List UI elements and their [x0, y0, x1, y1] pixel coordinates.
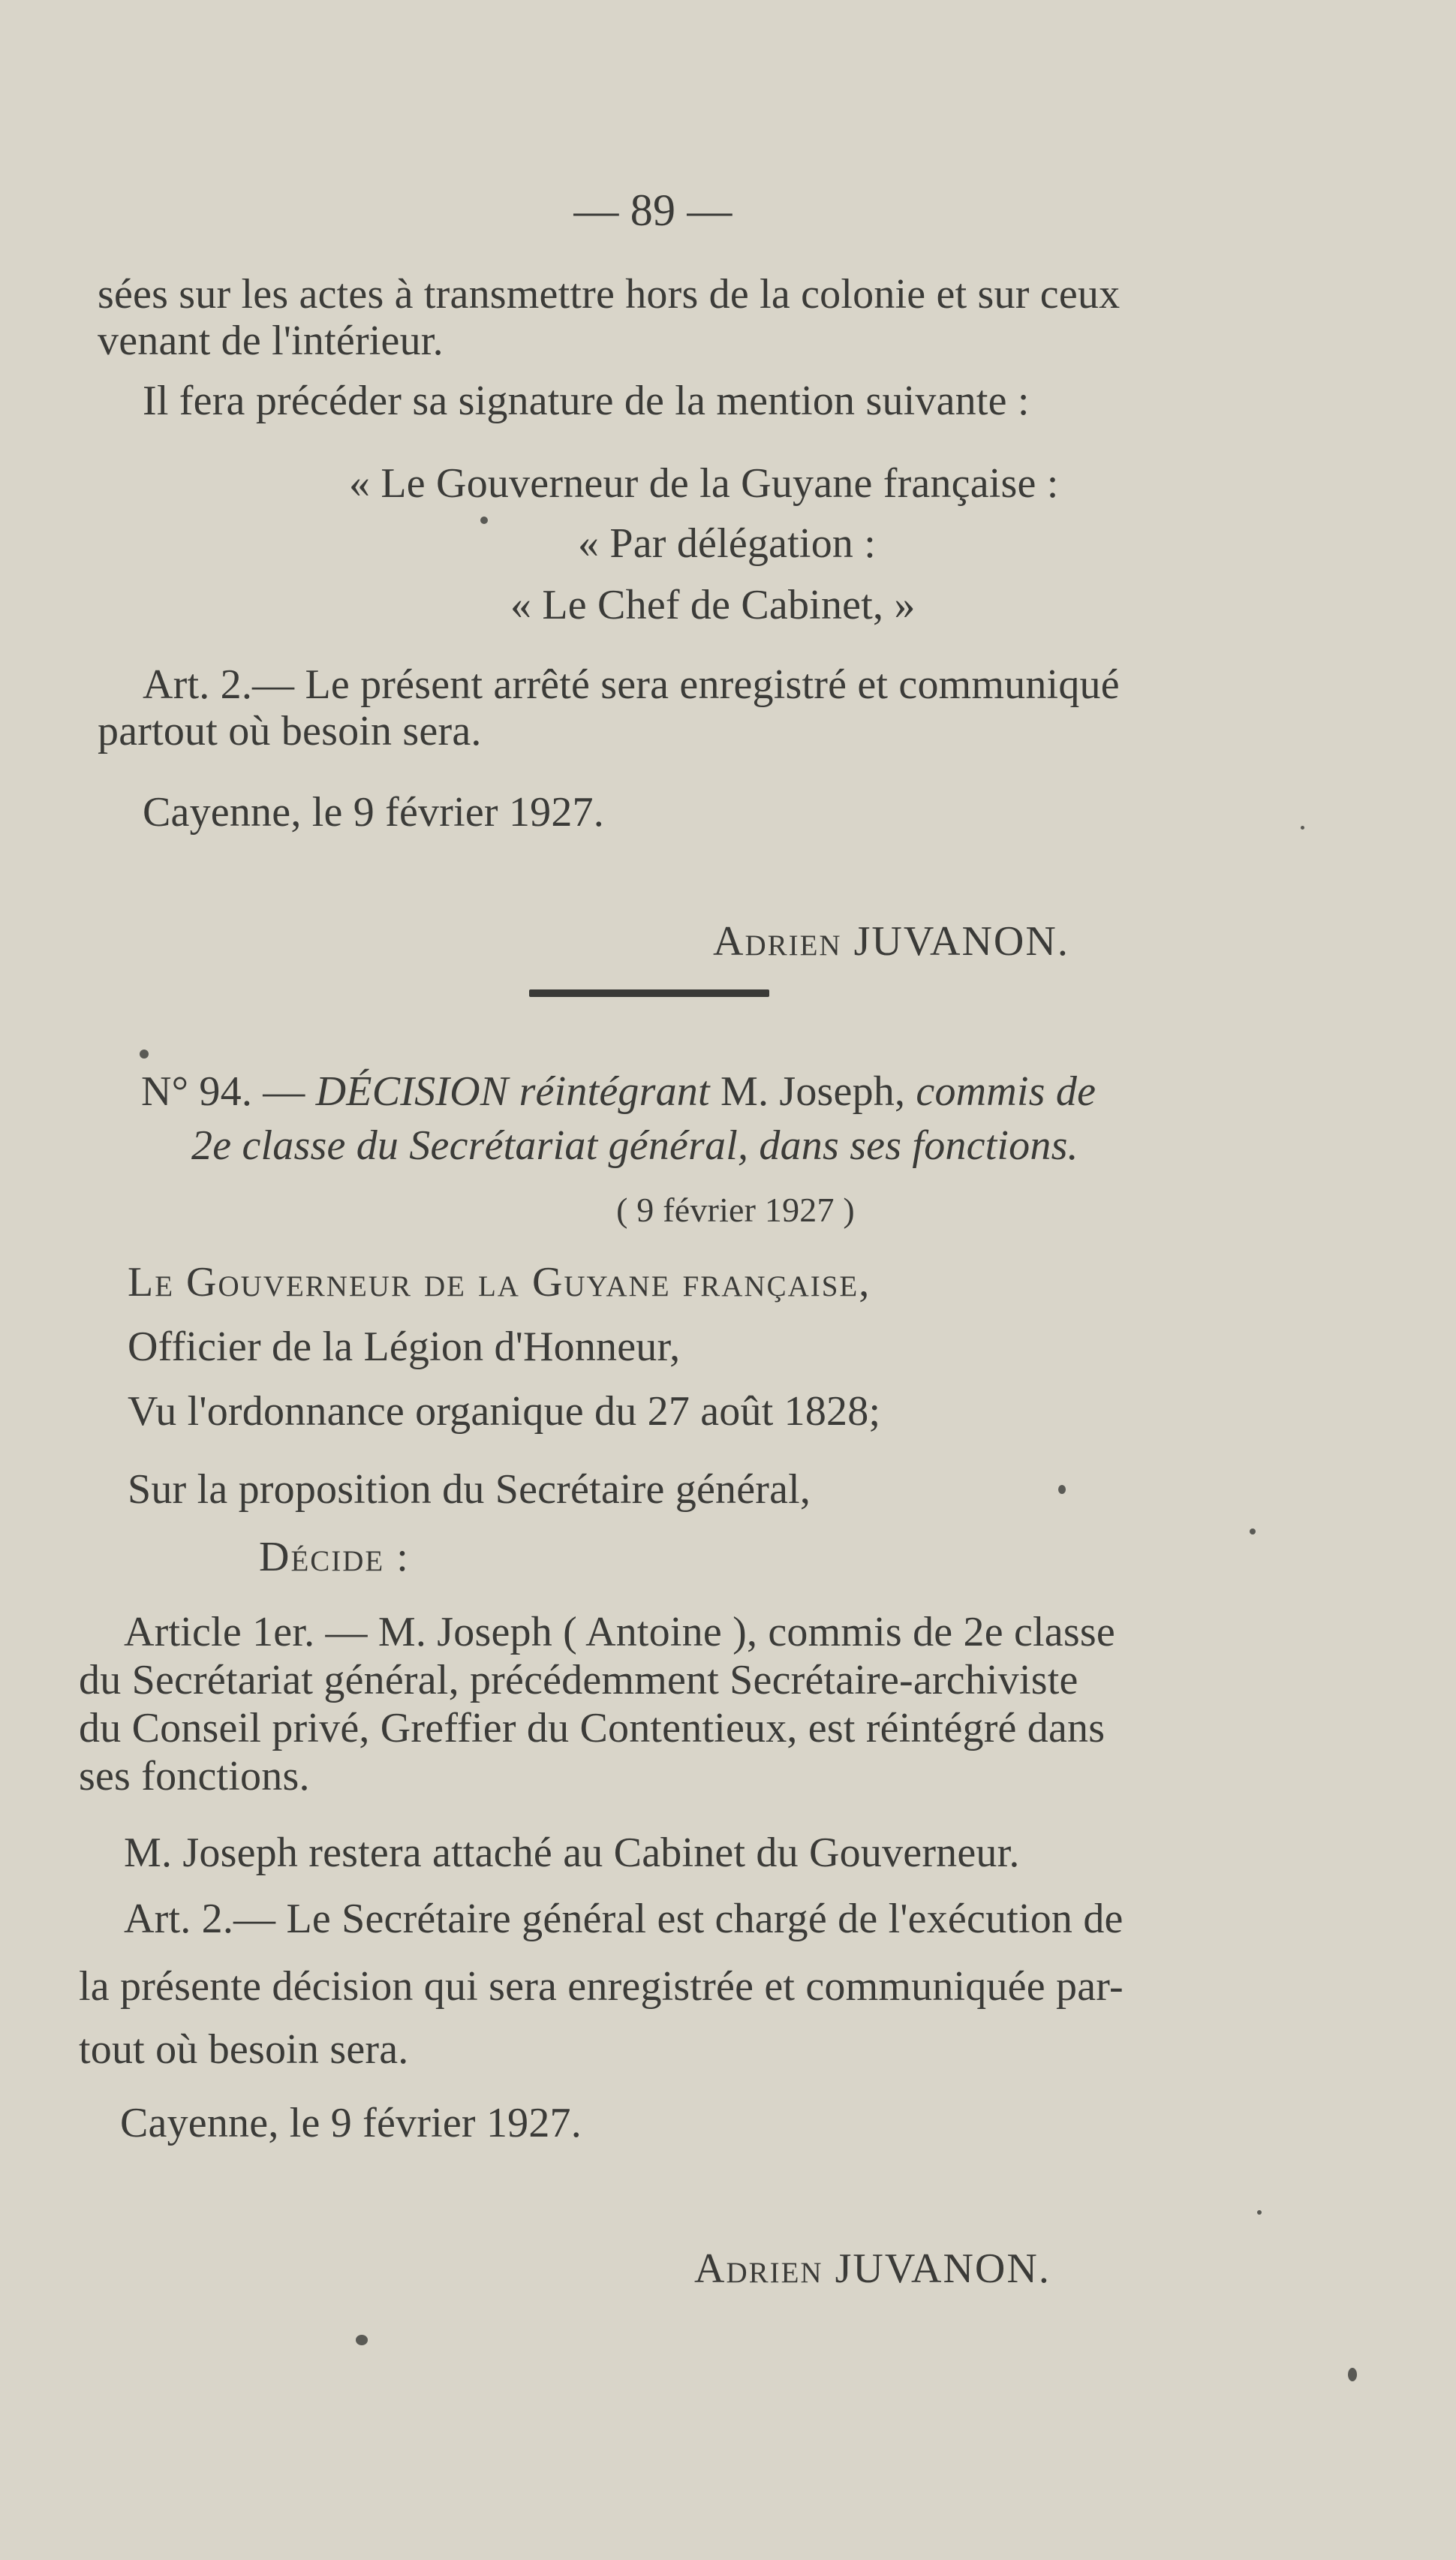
- heading-dash: —: [263, 1068, 305, 1115]
- page-number: — 89 —: [573, 185, 733, 235]
- article-line: du Conseil privé, Greffier du Contentieux, est réintégré dans: [79, 1705, 1106, 1751]
- article-line: partout où besoin sera.: [98, 708, 482, 754]
- article-line: du Secrétariat général, précédemment Secrétaire-archiviste: [79, 1657, 1078, 1703]
- decision-date: ( 9 février 1927 ): [616, 1191, 855, 1229]
- mention-line: « Le Gouverneur de la Guyane française :: [349, 460, 1059, 507]
- ink-speck: [1250, 1528, 1256, 1534]
- article-line: ses fonctions.: [79, 1753, 310, 1800]
- article-line: Art. 2.— Le présent arrêté sera enregistré et communiqué: [143, 661, 1120, 708]
- body-line: sées sur les actes à transmettre hors de la colonie et sur ceux: [98, 271, 1121, 318]
- decision-heading: [141, 1068, 1096, 1116]
- signature: Adrien JUVANON.: [713, 918, 1069, 965]
- ink-speck: [1301, 826, 1304, 830]
- decide-line: Décide :: [259, 1534, 410, 1580]
- sur-line: Sur la proposition du Secrétaire général,: [128, 1466, 811, 1513]
- decision-title: DÉCISION: [315, 1068, 509, 1115]
- decision-person: M. Joseph,: [720, 1068, 906, 1115]
- decision-number: N° 94.: [141, 1068, 253, 1115]
- ink-speck: [480, 517, 488, 524]
- place-date: Cayenne, le 9 février 1927.: [143, 789, 604, 836]
- article-line: tout où besoin sera.: [79, 2026, 409, 2073]
- ink-speck: [1257, 2210, 1262, 2215]
- rank-line: Officier de la Légion d'Honneur,: [128, 1324, 681, 1370]
- mention-line: « Le Chef de Cabinet, »: [510, 582, 916, 628]
- ink-speck: [1348, 2368, 1357, 2381]
- decision-heading-line2: 2e classe du Secrétariat général, dans ses fonctions.: [191, 1122, 1078, 1169]
- decision-verb: réintégrant: [519, 1068, 710, 1115]
- ink-speck: [1058, 1485, 1066, 1494]
- mention-line: « Par délégation :: [578, 520, 877, 567]
- article-line: Article 1er. — M. Joseph ( Antoine ), commis de 2e classe: [124, 1609, 1115, 1655]
- vu-line: Vu l'ordonnance organique du 27 août 1828;: [128, 1388, 881, 1435]
- body-line: venant de l'intérieur.: [98, 318, 444, 364]
- place-date: Cayenne, le 9 février 1927.: [120, 2100, 582, 2146]
- issuer-line: Le Gouverneur de la Guyane française,: [128, 1259, 871, 1306]
- section-divider: [529, 989, 769, 997]
- article-line: Art. 2.— Le Secrétaire général est chargé de l'exécution de: [124, 1896, 1124, 1942]
- ink-speck: [356, 2335, 368, 2345]
- joseph-line: M. Joseph restera attaché au Cabinet du Gouverneur.: [124, 1830, 1020, 1876]
- signature: Adrien JUVANON.: [694, 2245, 1051, 2292]
- ink-speck: [140, 1050, 149, 1059]
- body-line: Il fera précéder sa signature de la mention suivante :: [143, 378, 1030, 424]
- article-line: la présente décision qui sera enregistrée et communiquée par-: [79, 1963, 1124, 2010]
- decision-role: commis de: [916, 1068, 1097, 1115]
